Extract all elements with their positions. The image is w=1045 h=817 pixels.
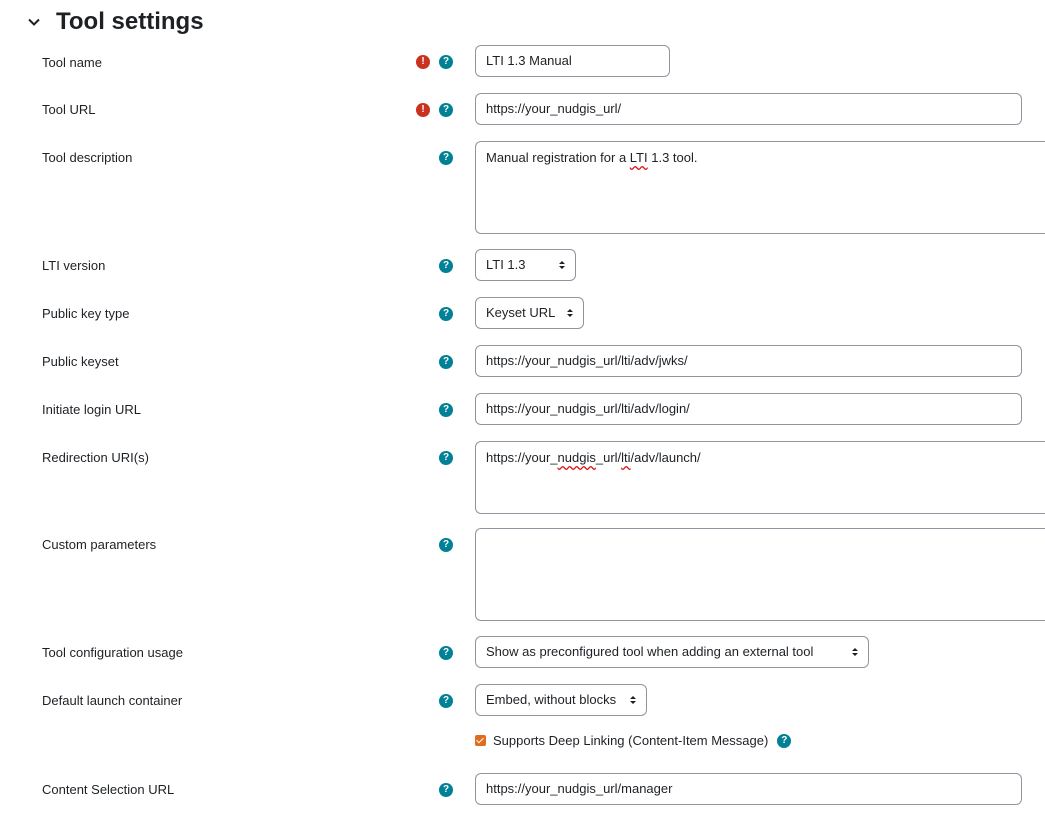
help-icon[interactable]: ? — [439, 307, 453, 321]
public-keyset-input[interactable]: https://your_nudgis_url/lti/adv/jwks/ — [475, 345, 1022, 377]
custom-parameters-row — [0, 528, 1045, 621]
default-launch-container-label: Default launch container — [42, 693, 183, 708]
content-selection-url-input[interactable]: https://your_nudgis_url/manager — [475, 773, 1022, 805]
tool-name-label: Tool name — [42, 55, 102, 70]
redirection-text: /adv/launch/ — [630, 450, 701, 465]
tool-configuration-usage-select[interactable] — [475, 636, 869, 668]
help-icon[interactable]: ? — [439, 259, 453, 273]
help-icon[interactable]: ? — [439, 103, 453, 117]
help-icon[interactable]: ? — [439, 783, 453, 797]
supports-deep-linking-checkbox[interactable] — [475, 735, 486, 746]
help-icon[interactable]: ? — [439, 355, 453, 369]
tool-description-row — [0, 141, 1045, 234]
custom-parameters-textarea[interactable] — [475, 528, 1045, 621]
tool-description-textarea[interactable] — [475, 141, 1045, 234]
default-launch-container-value: Embed, without blocks — [486, 692, 617, 707]
chevron-down-icon[interactable] — [26, 14, 42, 30]
description-misspelled-word: LTI — [629, 150, 648, 165]
public-key-type-row — [0, 297, 1045, 329]
help-icon[interactable]: ? — [439, 451, 453, 465]
redirection-misspelled-word: nudgis — [557, 450, 596, 465]
tool-name-row — [0, 45, 1045, 78]
public-keyset-label: Public keyset — [42, 354, 119, 369]
select-caret-icon — [629, 694, 637, 706]
default-launch-container-select[interactable] — [475, 684, 647, 716]
redirection-uris-label: Redirection URI(s) — [42, 450, 149, 465]
public-key-type-label: Public key type — [42, 306, 130, 321]
lti-version-value: LTI 1.3 — [486, 257, 526, 272]
tool-url-input[interactable]: https://your_nudgis_url/ — [475, 93, 1022, 125]
custom-parameters-label: Custom parameters — [42, 537, 157, 552]
section-header[interactable] — [26, 6, 204, 38]
content-selection-url-label: Content Selection URL — [42, 782, 175, 797]
tool-configuration-usage-row — [0, 636, 1045, 668]
select-caret-icon — [558, 259, 566, 271]
tool-description-label: Tool description — [42, 150, 133, 165]
supports-deep-linking-row[interactable] — [475, 733, 791, 748]
lti-version-row — [0, 249, 1045, 281]
public-keyset-row — [0, 345, 1045, 377]
help-icon[interactable]: ? — [439, 151, 453, 165]
default-launch-container-row — [0, 684, 1045, 716]
supports-deep-linking-label: Supports Deep Linking (Content-Item Message) — [493, 733, 769, 748]
lti-version-label: LTI version — [42, 258, 106, 273]
tool-configuration-usage-value: Show as preconfigured tool when adding an external tool — [486, 644, 814, 659]
tool-url-row — [0, 93, 1045, 126]
initiate-login-url-input[interactable]: https://your_nudgis_url/lti/adv/login/ — [475, 393, 1022, 425]
section-title: Tool settings — [56, 8, 204, 35]
public-key-type-value: Keyset URL — [486, 305, 556, 320]
help-icon[interactable]: ? — [439, 55, 453, 69]
lti-version-select[interactable] — [475, 249, 576, 281]
help-icon[interactable]: ? — [439, 403, 453, 417]
select-caret-icon — [566, 307, 574, 319]
description-text-end: 1.3 tool. — [647, 150, 698, 165]
tool-configuration-usage-label: Tool configuration usage — [42, 645, 183, 660]
redirection-uris-textarea[interactable] — [475, 441, 1045, 514]
initiate-login-url-row — [0, 393, 1045, 425]
required-icon[interactable]: ! — [416, 55, 430, 69]
redirection-text: https://your_ — [486, 450, 558, 465]
public-key-type-select[interactable] — [475, 297, 584, 329]
initiate-login-url-label: Initiate login URL — [42, 402, 141, 417]
tool-name-input[interactable]: LTI 1.3 Manual — [475, 45, 670, 77]
content-selection-url-row — [0, 773, 1045, 805]
tool-url-label: Tool URL — [42, 102, 96, 117]
help-icon[interactable]: ? — [439, 646, 453, 660]
select-caret-icon — [851, 646, 859, 658]
help-icon[interactable]: ? — [439, 538, 453, 552]
redirection-text: _url/ — [595, 450, 622, 465]
redirection-uris-row — [0, 441, 1045, 514]
help-icon[interactable]: ? — [777, 734, 791, 748]
required-icon[interactable]: ! — [416, 103, 430, 117]
description-text: Manual registration for a — [486, 150, 630, 165]
redirection-misspelled-word: lti — [621, 450, 631, 465]
help-icon[interactable]: ? — [439, 694, 453, 708]
